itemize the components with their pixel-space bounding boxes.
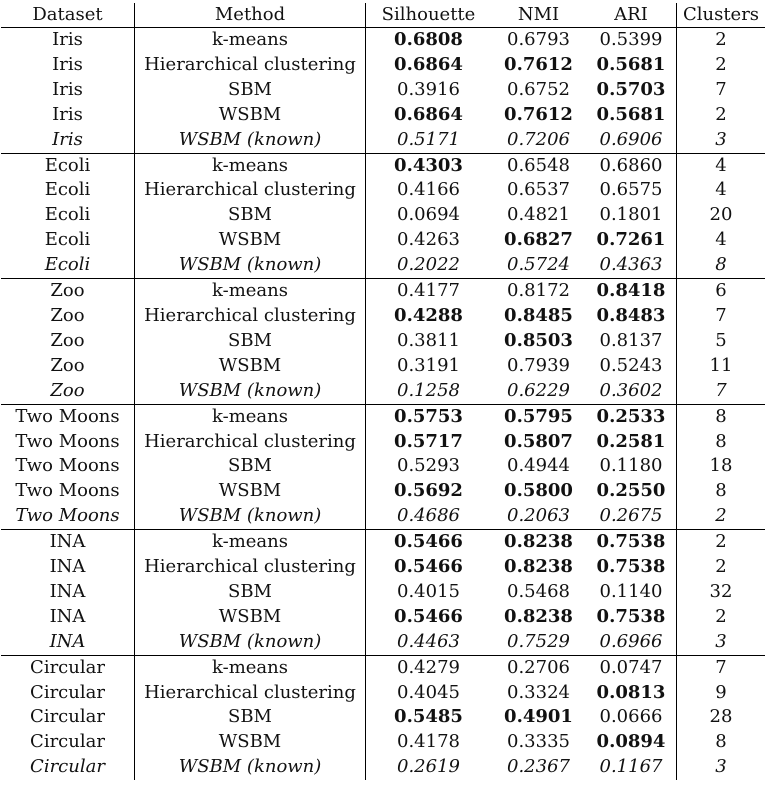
cell-ari: 0.0894	[586, 730, 677, 755]
cell-ari: 0.7261	[586, 228, 677, 253]
header-ari: ARI	[586, 3, 677, 28]
cell-nmi: 0.6229	[491, 379, 586, 404]
cell-nmi: 0.6827	[491, 228, 586, 253]
cell-method: WSBM (known)	[135, 630, 366, 655]
cell-clusters: 20	[677, 203, 765, 228]
dataset-group	[1, 530, 765, 656]
cell-dataset: Zoo	[1, 354, 135, 379]
cell-dataset: Zoo	[1, 304, 135, 329]
cell-ari: 0.1167	[586, 755, 677, 780]
cell-silhouette: 0.3191	[366, 354, 492, 379]
cell-ari: 0.4363	[586, 253, 677, 278]
table-row	[1, 28, 765, 53]
cell-dataset: Circular	[1, 755, 135, 780]
cell-dataset: Ecoli	[1, 178, 135, 203]
cell-silhouette: 0.5171	[366, 128, 492, 153]
table-row	[1, 78, 765, 103]
cell-nmi: 0.6537	[491, 178, 586, 203]
cell-nmi: 0.5795	[491, 404, 586, 429]
cell-dataset: Circular	[1, 681, 135, 706]
cell-ari: 0.1140	[586, 580, 677, 605]
cell-method: Hierarchical clustering	[135, 555, 366, 580]
cell-method: WSBM (known)	[135, 253, 366, 278]
cell-method: WSBM (known)	[135, 379, 366, 404]
cell-ari: 0.3602	[586, 379, 677, 404]
cell-nmi: 0.8172	[491, 279, 586, 304]
table-row	[1, 655, 765, 680]
cell-dataset: Iris	[1, 78, 135, 103]
cell-nmi: 0.8238	[491, 605, 586, 630]
cell-silhouette: 0.5717	[366, 430, 492, 455]
cell-clusters: 8	[677, 253, 765, 278]
table-row	[1, 530, 765, 555]
cell-nmi: 0.2367	[491, 755, 586, 780]
cell-method: WSBM	[135, 730, 366, 755]
cell-method: SBM	[135, 78, 366, 103]
cell-nmi: 0.8238	[491, 530, 586, 555]
cell-method: k-means	[135, 404, 366, 429]
cell-silhouette: 0.4263	[366, 228, 492, 253]
cell-silhouette: 0.5466	[366, 530, 492, 555]
cell-nmi: 0.8485	[491, 304, 586, 329]
dataset-group	[1, 655, 765, 780]
cell-silhouette: 0.4045	[366, 681, 492, 706]
cell-clusters: 32	[677, 580, 765, 605]
cell-clusters: 6	[677, 279, 765, 304]
cell-clusters: 7	[677, 655, 765, 680]
cell-silhouette: 0.4015	[366, 580, 492, 605]
cell-clusters: 28	[677, 705, 765, 730]
cell-silhouette: 0.5753	[366, 404, 492, 429]
dataset-group	[1, 153, 765, 279]
cell-dataset: INA	[1, 605, 135, 630]
cell-dataset: Zoo	[1, 329, 135, 354]
table-row	[1, 53, 765, 78]
cell-method: WSBM	[135, 479, 366, 504]
cell-method: k-means	[135, 530, 366, 555]
cell-method: WSBM	[135, 228, 366, 253]
cell-method: k-means	[135, 655, 366, 680]
cell-nmi: 0.4821	[491, 203, 586, 228]
cell-clusters: 8	[677, 479, 765, 504]
cell-nmi: 0.7529	[491, 630, 586, 655]
cell-method: Hierarchical clustering	[135, 53, 366, 78]
cell-method: Hierarchical clustering	[135, 304, 366, 329]
cell-dataset: Zoo	[1, 279, 135, 304]
cell-dataset: Circular	[1, 705, 135, 730]
cell-method: WSBM	[135, 103, 366, 128]
cell-method: WSBM (known)	[135, 755, 366, 780]
table-row	[1, 705, 765, 730]
cell-nmi: 0.8238	[491, 555, 586, 580]
cell-clusters: 8	[677, 730, 765, 755]
cell-clusters: 8	[677, 430, 765, 455]
cell-silhouette: 0.3916	[366, 78, 492, 103]
cell-clusters: 4	[677, 228, 765, 253]
cell-nmi: 0.2706	[491, 655, 586, 680]
cell-nmi: 0.5468	[491, 580, 586, 605]
cell-silhouette: 0.5485	[366, 705, 492, 730]
cell-clusters: 3	[677, 630, 765, 655]
cell-silhouette: 0.4288	[366, 304, 492, 329]
cell-nmi: 0.8503	[491, 329, 586, 354]
cell-dataset: Iris	[1, 103, 135, 128]
cell-dataset: Circular	[1, 655, 135, 680]
cell-nmi: 0.2063	[491, 504, 586, 529]
cell-ari: 0.8137	[586, 329, 677, 354]
cell-clusters: 7	[677, 304, 765, 329]
cell-silhouette: 0.6808	[366, 28, 492, 53]
cell-nmi: 0.5724	[491, 253, 586, 278]
cell-method: SBM	[135, 329, 366, 354]
cell-clusters: 2	[677, 530, 765, 555]
cell-method: WSBM	[135, 354, 366, 379]
cell-method: SBM	[135, 580, 366, 605]
cell-silhouette: 0.4303	[366, 153, 492, 178]
cell-ari: 0.6575	[586, 178, 677, 203]
table-row	[1, 329, 765, 354]
cell-ari: 0.7538	[586, 605, 677, 630]
cell-silhouette: 0.3811	[366, 329, 492, 354]
dataset-group	[1, 404, 765, 530]
cell-clusters: 7	[677, 78, 765, 103]
cell-dataset: Iris	[1, 28, 135, 53]
header-clusters: Clusters	[677, 3, 765, 28]
cell-silhouette: 0.5466	[366, 555, 492, 580]
cell-ari: 0.7538	[586, 555, 677, 580]
table-row	[1, 555, 765, 580]
header-row	[1, 3, 765, 28]
cell-ari: 0.2533	[586, 404, 677, 429]
table-row	[1, 404, 765, 429]
cell-dataset: Ecoli	[1, 153, 135, 178]
table-row	[1, 755, 765, 780]
cell-silhouette: 0.4177	[366, 279, 492, 304]
cell-dataset: Ecoli	[1, 253, 135, 278]
cell-method: WSBM	[135, 605, 366, 630]
cell-nmi: 0.7612	[491, 53, 586, 78]
table-row	[1, 253, 765, 278]
cell-ari: 0.2581	[586, 430, 677, 455]
cell-dataset: INA	[1, 555, 135, 580]
cell-silhouette: 0.4463	[366, 630, 492, 655]
cell-nmi: 0.7939	[491, 354, 586, 379]
table-row	[1, 103, 765, 128]
table-row	[1, 580, 765, 605]
cell-silhouette: 0.5466	[366, 605, 492, 630]
cell-silhouette: 0.4178	[366, 730, 492, 755]
cell-ari: 0.1180	[586, 454, 677, 479]
cell-clusters: 5	[677, 329, 765, 354]
cell-clusters: 3	[677, 755, 765, 780]
cell-silhouette: 0.5692	[366, 479, 492, 504]
cell-dataset: Iris	[1, 53, 135, 78]
cell-clusters: 3	[677, 128, 765, 153]
table-row	[1, 354, 765, 379]
cell-ari: 0.5399	[586, 28, 677, 53]
cell-silhouette: 0.5293	[366, 454, 492, 479]
cell-silhouette: 0.2022	[366, 253, 492, 278]
cell-dataset: Ecoli	[1, 203, 135, 228]
cell-dataset: Circular	[1, 730, 135, 755]
cell-clusters: 4	[677, 178, 765, 203]
cell-clusters: 2	[677, 103, 765, 128]
table-row	[1, 228, 765, 253]
cell-nmi: 0.4944	[491, 454, 586, 479]
cell-dataset: Two Moons	[1, 404, 135, 429]
cell-ari: 0.5681	[586, 103, 677, 128]
cell-method: Hierarchical clustering	[135, 178, 366, 203]
cell-nmi: 0.5800	[491, 479, 586, 504]
cell-method: SBM	[135, 203, 366, 228]
cell-method: Hierarchical clustering	[135, 681, 366, 706]
cell-clusters: 2	[677, 555, 765, 580]
table-row	[1, 479, 765, 504]
table-row	[1, 430, 765, 455]
table-row	[1, 379, 765, 404]
cell-ari: 0.5681	[586, 53, 677, 78]
table-row	[1, 504, 765, 529]
table-row	[1, 681, 765, 706]
cell-dataset: Two Moons	[1, 504, 135, 529]
cell-clusters: 2	[677, 53, 765, 78]
cell-method: WSBM (known)	[135, 504, 366, 529]
cell-ari: 0.1801	[586, 203, 677, 228]
cell-ari: 0.5703	[586, 78, 677, 103]
cell-ari: 0.6906	[586, 128, 677, 153]
cell-nmi: 0.5807	[491, 430, 586, 455]
cell-ari: 0.0813	[586, 681, 677, 706]
cell-nmi: 0.7612	[491, 103, 586, 128]
cell-method: k-means	[135, 28, 366, 53]
cell-method: k-means	[135, 279, 366, 304]
cell-ari: 0.2550	[586, 479, 677, 504]
cell-clusters: 9	[677, 681, 765, 706]
cell-nmi: 0.7206	[491, 128, 586, 153]
table-row	[1, 279, 765, 304]
cell-ari: 0.8483	[586, 304, 677, 329]
cell-ari: 0.2675	[586, 504, 677, 529]
cell-clusters: 4	[677, 153, 765, 178]
cell-method: SBM	[135, 705, 366, 730]
cell-silhouette: 0.4166	[366, 178, 492, 203]
dataset-group	[1, 28, 765, 154]
cell-method: SBM	[135, 454, 366, 479]
cell-nmi: 0.3324	[491, 681, 586, 706]
table-row	[1, 304, 765, 329]
cell-clusters: 2	[677, 504, 765, 529]
cell-ari: 0.7538	[586, 530, 677, 555]
cell-ari: 0.6966	[586, 630, 677, 655]
cell-silhouette: 0.2619	[366, 755, 492, 780]
cell-dataset: Two Moons	[1, 430, 135, 455]
cell-nmi: 0.6793	[491, 28, 586, 53]
results-table	[1, 3, 765, 780]
cell-nmi: 0.4901	[491, 705, 586, 730]
cell-method: Hierarchical clustering	[135, 430, 366, 455]
table-row	[1, 128, 765, 153]
header-nmi: NMI	[491, 3, 586, 28]
cell-silhouette: 0.4279	[366, 655, 492, 680]
cell-silhouette: 0.1258	[366, 379, 492, 404]
cell-dataset: INA	[1, 630, 135, 655]
header-method: Method	[135, 3, 366, 28]
cell-nmi: 0.3335	[491, 730, 586, 755]
table-row	[1, 203, 765, 228]
cell-ari: 0.5243	[586, 354, 677, 379]
cell-clusters: 2	[677, 605, 765, 630]
cell-dataset: Iris	[1, 128, 135, 153]
cell-nmi: 0.6548	[491, 153, 586, 178]
cell-dataset: Two Moons	[1, 479, 135, 504]
dataset-group	[1, 279, 765, 405]
cell-clusters: 2	[677, 28, 765, 53]
cell-dataset: Zoo	[1, 379, 135, 404]
cell-nmi: 0.6752	[491, 78, 586, 103]
cell-method: k-means	[135, 153, 366, 178]
cell-clusters: 8	[677, 404, 765, 429]
cell-ari: 0.0747	[586, 655, 677, 680]
cell-silhouette: 0.4686	[366, 504, 492, 529]
table-row	[1, 630, 765, 655]
cell-dataset: INA	[1, 580, 135, 605]
cell-silhouette: 0.6864	[366, 103, 492, 128]
cell-clusters: 18	[677, 454, 765, 479]
table-row	[1, 178, 765, 203]
cell-ari: 0.6860	[586, 153, 677, 178]
table-row	[1, 605, 765, 630]
cell-dataset: INA	[1, 530, 135, 555]
cell-ari: 0.8418	[586, 279, 677, 304]
cell-dataset: Two Moons	[1, 454, 135, 479]
header-silhouette: Silhouette	[366, 3, 492, 28]
table-row	[1, 153, 765, 178]
cell-method: WSBM (known)	[135, 128, 366, 153]
table-row	[1, 730, 765, 755]
cell-dataset: Ecoli	[1, 228, 135, 253]
table-row	[1, 454, 765, 479]
cell-ari: 0.0666	[586, 705, 677, 730]
table-header	[1, 3, 765, 28]
cell-silhouette: 0.6864	[366, 53, 492, 78]
cell-silhouette: 0.0694	[366, 203, 492, 228]
header-dataset: Dataset	[1, 3, 135, 28]
cell-clusters: 11	[677, 354, 765, 379]
cell-clusters: 7	[677, 379, 765, 404]
